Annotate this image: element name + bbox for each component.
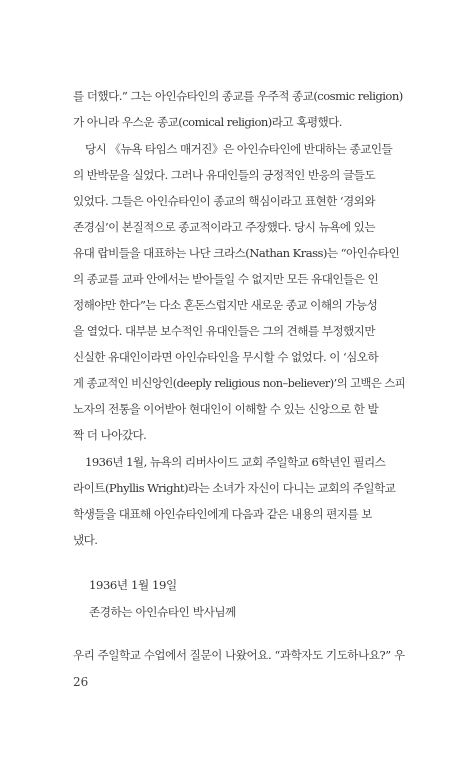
body-line: 1936년 1월, 뉴욕의 리버사이드 교회 주일학교 6학년인 필리스: [85, 455, 386, 469]
body-line: 짝 더 나아갔다.: [73, 428, 147, 442]
body-line: 존경심’이 본질적으로 종교적이라고 주장했다. 당시 뉴욕에 있는: [73, 220, 375, 234]
body-line: 정해야만 한다”는 다소 혼돈스럽지만 새로운 종교 이해의 가능성: [73, 298, 378, 312]
letter-date: 1936년 1월 19일: [89, 578, 177, 592]
body-line: 학생들을 대표해 아인슈타인에게 다음과 같은 내용의 편지를 보: [73, 507, 372, 521]
body-line: 가 아니라 우스운 종교(comical religion)라고 혹평했다.: [73, 115, 342, 129]
body-line: 의 종교를 교파 안에서는 받아들일 수 없지만 모든 유대인들은 인: [73, 272, 379, 286]
body-line: 를 더했다.” 그는 아인슈타인의 종교를 우주적 종교(cosmic religion): [73, 89, 403, 103]
letter-first-line: 우리 주일학교 수업에서 질문이 나왔어요. “과학자도 기도하나요?” 우: [73, 648, 405, 662]
body-line: 라이트(Phyllis Wright)라는 소녀가 자신이 다니는 교회의 주일학교: [73, 481, 396, 495]
body-line: 의 반박문을 실었다. 그러나 유대인들의 긍정적인 반응의 글들도: [73, 168, 375, 182]
body-line: 있었다. 그들은 아인슈타인이 종교의 핵심이라고 표현한 ‘경외와: [73, 194, 375, 208]
body-line: 당시 《뉴욕 타임스 매거진》은 아인슈타인에 반대하는 종교인들: [85, 142, 393, 156]
page-number: 26: [73, 675, 89, 689]
body-line: 노자의 전통을 이어받아 현대인이 이해할 수 있는 신앙으로 한 발: [73, 402, 379, 416]
body-line: 냈다.: [73, 533, 98, 547]
body-line: 을 열었다. 대부분 보수적인 유대인들은 그의 견해를 부정했지만: [73, 324, 375, 338]
body-line: 게 종교적인 비신앙인(deeply religious non–believer)’의 고백은 스피: [73, 376, 406, 390]
body-line: 신실한 유대인이라면 아인슈타인을 무시할 수 없었다. 이 ‘심오하: [73, 350, 379, 364]
body-line: 유대 랍비들을 대표하는 나단 크라스(Nathan Krass)는 “아인슈타인: [73, 246, 400, 260]
letter-salutation: 존경하는 아인슈타인 박사님께: [89, 605, 236, 619]
